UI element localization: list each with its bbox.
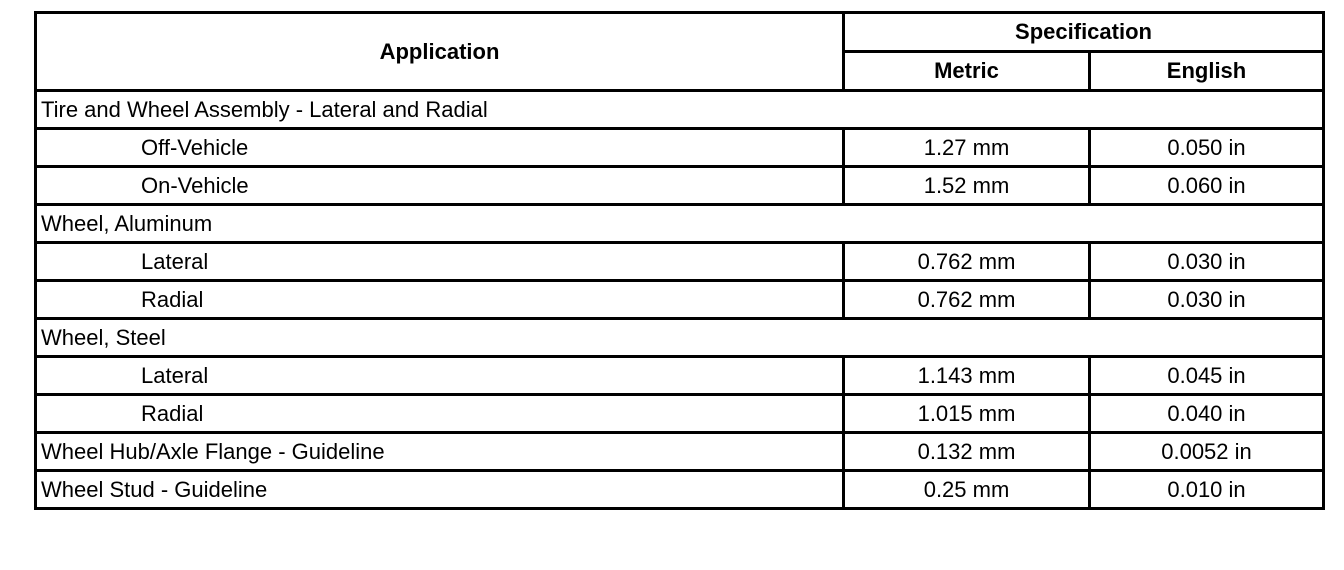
table-row-group [36,91,1324,129]
metric-cell: 0.762 mm [844,243,1090,281]
english-cell: 0.030 in [1090,243,1324,281]
table-row [36,471,1324,509]
metric-cell: 0.25 mm [844,471,1090,509]
table-row [36,167,1324,205]
column-header-application: Application [36,13,844,91]
table-row [36,243,1324,281]
application-cell: Lateral [36,357,844,395]
english-cell: 0.050 in [1090,129,1324,167]
application-cell: Radial [36,395,844,433]
table-row-group [36,319,1324,357]
column-header-metric: Metric [844,52,1090,91]
english-cell: 0.045 in [1090,357,1324,395]
application-cell: Wheel Stud - Guideline [36,471,844,509]
english-cell: 0.060 in [1090,167,1324,205]
english-cell: 0.040 in [1090,395,1324,433]
header-row-top [36,13,1324,52]
group-label: Wheel, Steel [36,319,1324,357]
metric-cell: 1.27 mm [844,129,1090,167]
group-label: Wheel, Aluminum [36,205,1324,243]
metric-cell: 1.015 mm [844,395,1090,433]
english-cell: 0.010 in [1090,471,1324,509]
table-row-group [36,205,1324,243]
group-label: Tire and Wheel Assembly - Lateral and Radial [36,91,1324,129]
application-cell: On-Vehicle [36,167,844,205]
application-cell: Lateral [36,243,844,281]
metric-cell: 0.132 mm [844,433,1090,471]
runout-specification-table [34,11,1325,510]
table-row [36,129,1324,167]
table-body [36,91,1324,509]
metric-cell: 0.762 mm [844,281,1090,319]
table-row [36,281,1324,319]
table-row [36,433,1324,471]
metric-cell: 1.143 mm [844,357,1090,395]
column-header-english: English [1090,52,1324,91]
english-cell: 0.0052 in [1090,433,1324,471]
metric-cell: 1.52 mm [844,167,1090,205]
english-cell: 0.030 in [1090,281,1324,319]
table-row [36,357,1324,395]
column-header-specification: Specification [844,13,1324,52]
application-cell: Off-Vehicle [36,129,844,167]
application-cell: Wheel Hub/Axle Flange - Guideline [36,433,844,471]
application-cell: Radial [36,281,844,319]
table-row [36,395,1324,433]
